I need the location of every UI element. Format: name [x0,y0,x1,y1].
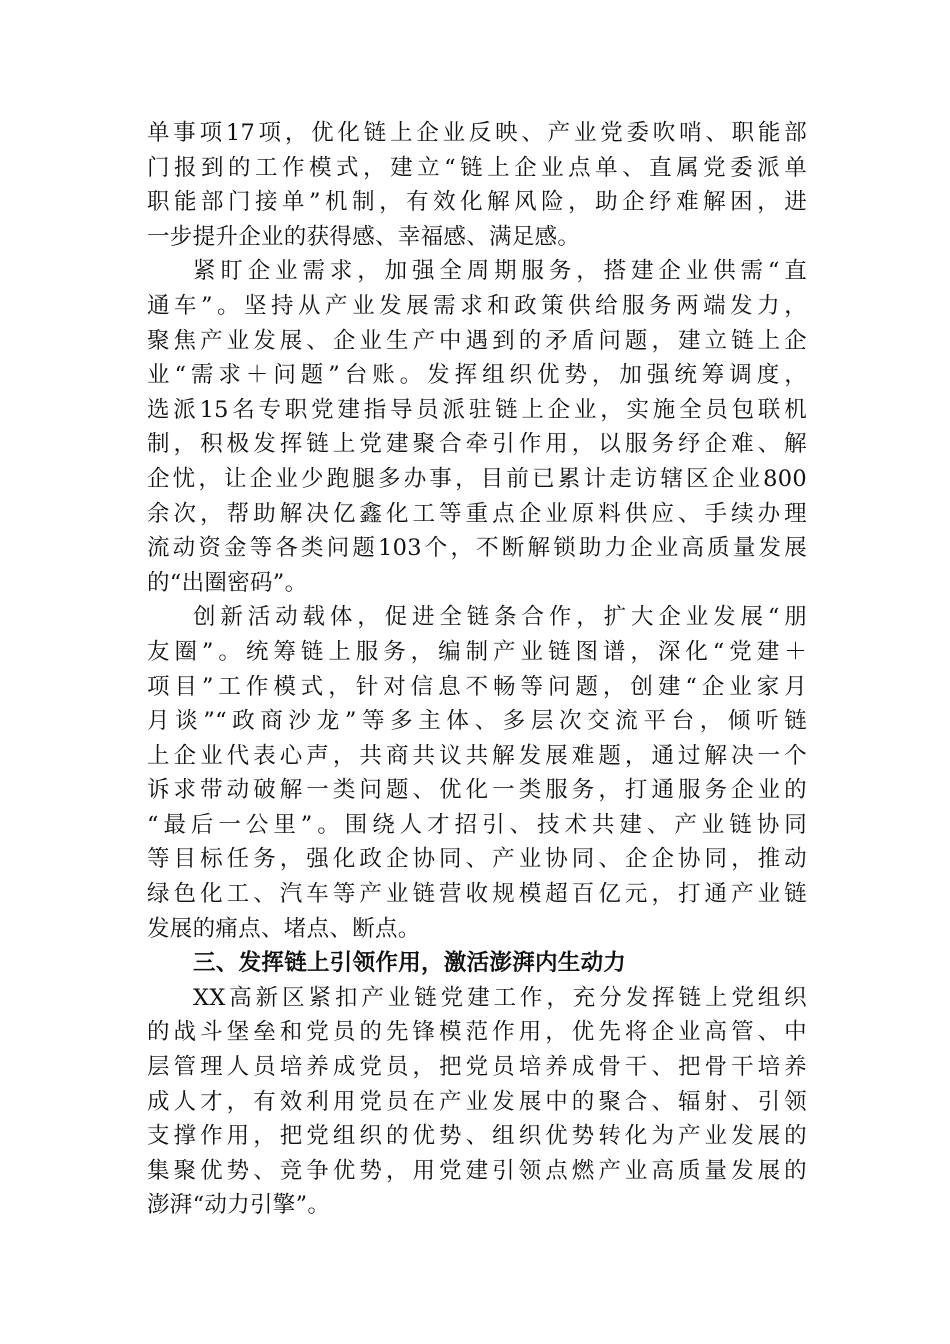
paragraph-3 [147,600,807,946]
paragraph-3-line-5: 上企业代表心声，共商共议共解发展难题，通过解决一个 [147,742,807,769]
paragraph-1-line-4: 一步提升企业的获得感、幸福感、满足感。 [147,223,581,250]
paragraph-3-line-3: 项目”工作模式，针对信息不畅等问题，创建“企业家月 [147,673,807,700]
paragraph-2-line-7: 企忧，让企业少跑腿多办事，目前已累计走访辖区企业800 [147,465,807,492]
paragraph-1 [147,116,807,254]
paragraph-2-line-5: 选派15名专职党建指导员派驻链上企业，实施全员包联机 [147,396,807,423]
paragraph-2-line-9: 流动资金等各类问题103个，不断解锁助力企业高质量发展 [147,535,807,562]
paragraph-3-line-10: 发展的痛点、堵点、断点。 [147,915,421,942]
paragraph-3-line-8: 等目标任务，强化政企协同、产业协同、企企协同，推动 [147,846,807,873]
paragraph-3-line-2: 友圈”。统筹链上服务，编制产业链图谱，深化“党建＋ [147,638,807,665]
paragraph-2-line-10: 的“出圈密码”。 [147,569,308,596]
paragraph-1-line-3: 职能部门接单”机制，有效化解风险，助企纾难解困，进 [147,189,807,216]
paragraph-2-line-3: 聚焦产业发展、企业生产中遇到的矛盾问题，建立链上企 [147,327,807,354]
paragraph-1-line-1: 单事项17项，优化链上企业反映、产业党委吹哨、职能部 [147,120,807,146]
paragraph-4-line-3: 层管理人员培养成党员，把党员培养成骨干、把骨干培养 [147,1054,807,1081]
paragraph-3-line-9: 绿色化工、汽车等产业链营收规模超百亿元，打通产业链 [147,881,807,908]
paragraph-2-line-2: 通车”。坚持从产业发展需求和政策供给服务两端发力， [147,292,807,319]
paragraph-2-line-4: 业“需求＋问题”台账。发挥组织优势，加强统筹调度， [147,362,807,389]
paragraph-2 [147,254,807,600]
paragraph-2-line-6: 制，积极发挥链上党建聚合牵引作用，以服务纾企难、解 [147,431,807,458]
section-heading: 三、发挥链上引领作用，激活澎湃内生动力 [193,950,627,977]
paragraph-2-line-1: 紧盯企业需求，加强全周期服务，搭建企业供需“直 [193,258,807,285]
paragraph-2-line-8: 余次，帮助解决亿鑫化工等重点企业原料供应、手续办理 [147,500,807,527]
paragraph-4 [147,981,807,1223]
paragraph-4-line-2: 的战斗堡垒和党员的先锋模范作用，优先将企业高管、中 [147,1019,807,1046]
paragraph-1-line-2: 门报到的工作模式，建立“链上企业点单、直属党委派单 [147,154,807,181]
document-body [147,116,807,1223]
paragraph-3-line-1: 创新活动载体，促进全链条合作，扩大企业发展“朋 [193,604,807,631]
paragraph-4-line-5: 支撑作用，把党组织的优势、组织优势转化为产业发展的 [147,1123,807,1150]
paragraph-4-line-7: 澎湃“动力引擎”。 [147,1192,331,1219]
paragraph-3-line-7: “最后一公里”。围绕人才招引、技术共建、产业链协同 [147,811,807,838]
paragraph-4-line-6: 集聚优势、竞争优势，用党建引领点燃产业高质量发展的 [147,1157,807,1184]
paragraph-3-line-4: 月谈”“政商沙龙”等多主体、多层次交流平台，倾听链 [147,708,807,735]
paragraph-4-line-4: 成人才，有效利用党员在产业发展中的聚合、辐射、引领 [147,1088,807,1115]
paragraph-3-line-6: 诉求带动破解一类问题、优化一类服务，打通服务企业的 [147,777,807,804]
paragraph-4-line-1: XX高新区紧扣产业链党建工作，充分发挥链上党组织 [193,984,807,1011]
